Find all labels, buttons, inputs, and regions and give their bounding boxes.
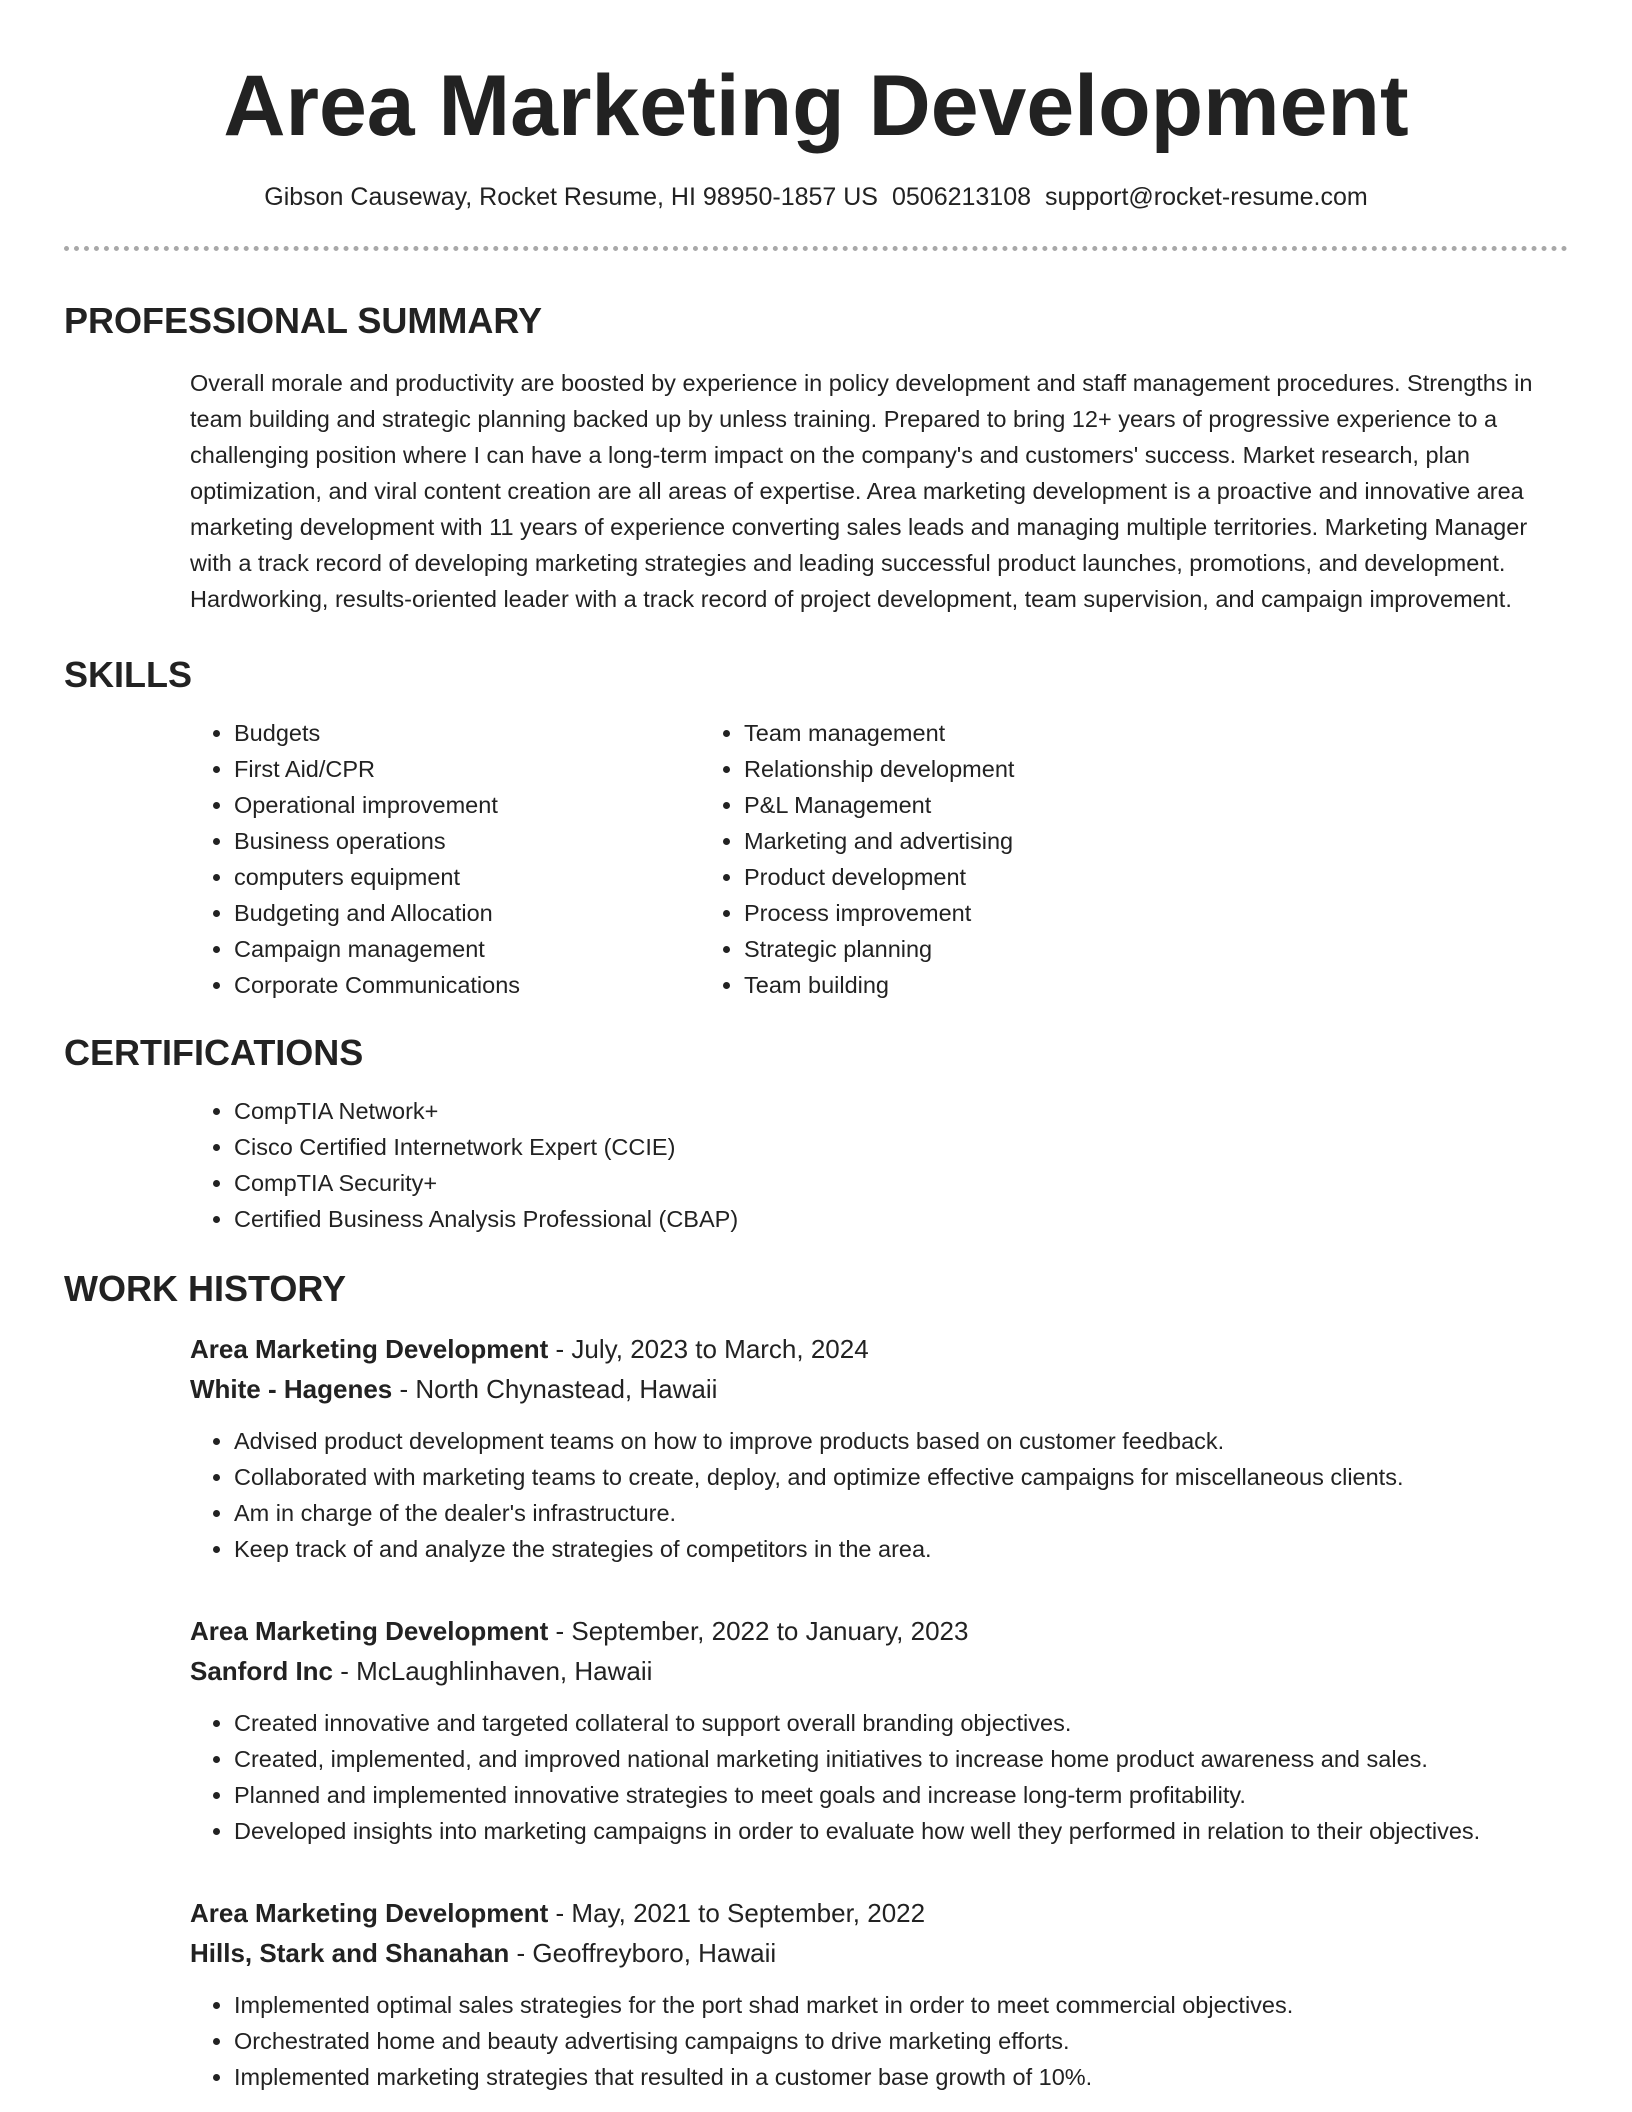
job-dates: - September, 2022 to January, 2023	[548, 1616, 969, 1646]
skills-right-column	[744, 715, 1014, 1003]
certifications-section	[64, 1031, 1568, 1237]
job-company-line	[190, 1369, 1568, 1409]
certification-item: • Certified Business Analysis Professional (CBAP)	[234, 1201, 1568, 1237]
job-entry	[64, 1329, 1568, 1567]
job-company-line	[190, 1651, 1568, 1691]
job-dates: - July, 2023 to March, 2024	[548, 1334, 869, 1364]
skill-item: • Team building	[744, 967, 1014, 1003]
job-location: - North Chynastead, Hawaii	[392, 1374, 718, 1404]
job-company: Sanford Inc	[190, 1656, 334, 1686]
certification-item: • Cisco Certified Internetwork Expert (CCIE)	[234, 1129, 1568, 1165]
certifications-heading: CERTIFICATIONS	[64, 1032, 364, 1073]
skill-item: • Process improvement	[744, 895, 1014, 931]
work-heading: WORK HISTORY	[64, 1268, 347, 1309]
summary-section	[64, 299, 1568, 617]
job-bullet: • Created, implemented, and improved national marketing initiatives to increase home product awareness and sales.	[234, 1741, 1568, 1777]
job-bullet: • Implemented optimal sales strategies for the port shad market in order to meet commercial objectives.	[234, 1987, 1568, 2023]
header-divider	[64, 246, 1568, 251]
job-title: Area Marketing Development	[190, 1616, 549, 1646]
skill-item: • P&L Management	[744, 787, 1014, 823]
contact-address: Gibson Causeway, Rocket Resume, HI 98950-1857 US	[264, 183, 878, 211]
skills-left-column	[64, 715, 744, 1003]
job-location: - McLaughlinhaven, Hawaii	[333, 1656, 653, 1686]
resume-page	[64, 0, 1568, 2095]
job-title-line	[190, 1329, 1568, 1369]
job-title-line	[190, 1893, 1568, 1933]
job-bullet: • Implemented marketing strategies that resulted in a customer base growth of 10%.	[234, 2059, 1568, 2095]
job-bullet: • Developed insights into marketing campaigns in order to evaluate how well they performed in relation to their objectives.	[234, 1813, 1568, 1849]
job-company: White - Hagenes	[190, 1374, 393, 1404]
skill-item: • Team management	[744, 715, 1014, 751]
resume-name: Area Marketing Development	[223, 58, 1409, 154]
job-location: - Geoffreyboro, Hawaii	[509, 1938, 777, 1968]
skill-item: • Relationship development	[744, 751, 1014, 787]
job-entry	[64, 1611, 1568, 1849]
skill-item: • Strategic planning	[744, 931, 1014, 967]
job-bullet: • Advised product development teams on how to improve products based on customer feedback.	[234, 1423, 1568, 1459]
certification-item: • CompTIA Security+	[234, 1165, 1568, 1201]
skill-item: • Operational improvement	[234, 787, 744, 823]
skill-item: • First Aid/CPR	[234, 751, 744, 787]
job-title-line	[190, 1611, 1568, 1651]
job-dates: - May, 2021 to September, 2022	[548, 1898, 926, 1928]
summary-text: Overall morale and productivity are boosted by experience in policy development and staff management procedures. Strengths in team building and strategic planning backed up by unless training. Prepared to bring 12+ years of progressive experience to a challenging position where I can have a long-term impact on the company's and customers' success. Market research, plan optimization, and viral content creation are all areas of expertise. Area marketing development is a proactive and innovative area marketing development with 11 years of experience converting sales leads and managing multiple territories. Marketing Manager with a track record of developing marketing strategies and leading successful product launches, promotions, and development. Hardworking, results-oriented leader with a track record of project development, team supervision, and campaign improvement.	[190, 370, 1533, 612]
skill-item: • Budgeting and Allocation	[234, 895, 744, 931]
skills-columns	[64, 715, 1568, 1003]
contact-email[interactable]: support@rocket-resume.com	[1045, 183, 1368, 211]
skill-item: • Product development	[744, 859, 1014, 895]
skill-item: • Business operations	[234, 823, 744, 859]
job-bullet: • Orchestrated home and beauty advertising campaigns to drive marketing efforts.	[234, 2023, 1568, 2059]
job-title: Area Marketing Development	[190, 1334, 549, 1364]
skills-section	[64, 653, 1568, 1003]
skill-item: • Marketing and advertising	[744, 823, 1014, 859]
contact-line	[64, 180, 1568, 214]
job-bullet: • Collaborated with marketing teams to create, deploy, and optimize effective campaigns for miscellaneous clients.	[234, 1459, 1568, 1495]
job-bullet: • Keep track of and analyze the strategies of competitors in the area.	[234, 1531, 1568, 1567]
skill-item: • computers equipment	[234, 859, 744, 895]
job-entry	[64, 1893, 1568, 2095]
job-bullet: • Created innovative and targeted collateral to support overall branding objectives.	[234, 1705, 1568, 1741]
job-bullet: • Am in charge of the dealer's infrastructure.	[234, 1495, 1568, 1531]
skill-item: • Corporate Communications	[234, 967, 744, 1003]
job-company: Hills, Stark and Shanahan	[190, 1938, 510, 1968]
summary-heading: PROFESSIONAL SUMMARY	[64, 300, 543, 341]
job-company-line	[190, 1933, 1568, 1973]
certification-item: • CompTIA Network+	[234, 1093, 1568, 1129]
work-section	[64, 1267, 1568, 2095]
skills-heading: SKILLS	[64, 654, 193, 695]
job-bullet: • Planned and implemented innovative strategies to meet goals and increase long-term profitability.	[234, 1777, 1568, 1813]
skill-item: • Budgets	[234, 715, 744, 751]
contact-phone: 0506213108	[891, 183, 1032, 211]
job-title: Area Marketing Development	[190, 1898, 549, 1928]
skill-item: • Campaign management	[234, 931, 744, 967]
